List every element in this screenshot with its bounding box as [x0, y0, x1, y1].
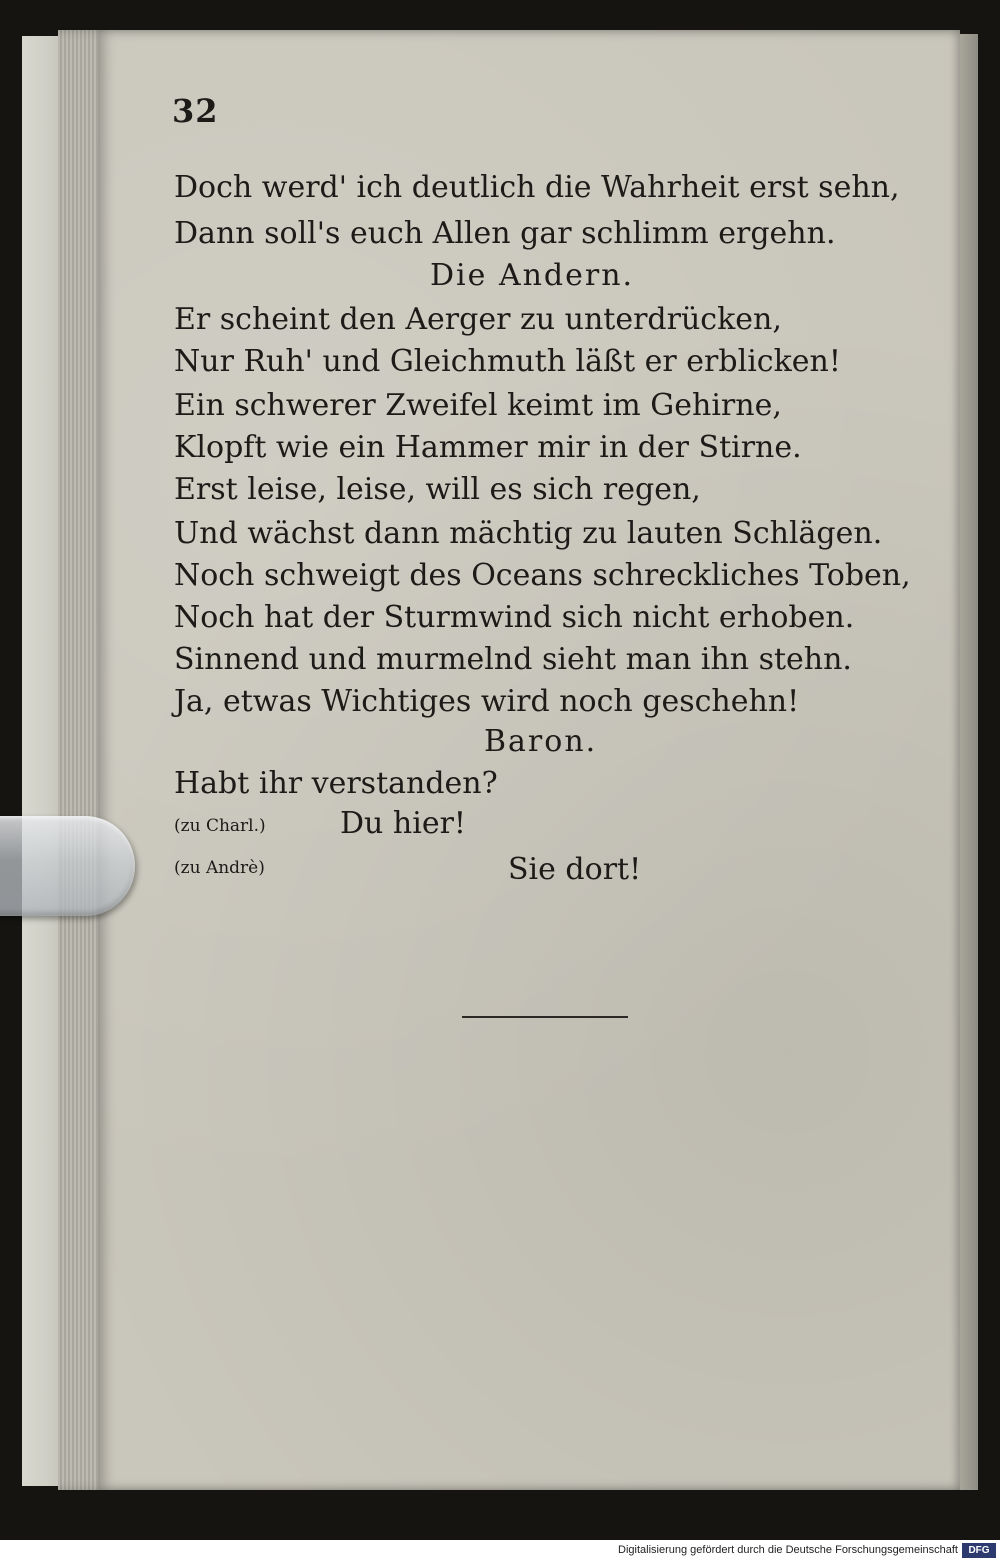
text-line: Noch schweigt des Oceans schreckliches Toben, [174, 558, 911, 593]
text-line: Klopft wie ein Hammer mir in der Stirne. [174, 430, 802, 465]
footer-bar [0, 1540, 1000, 1562]
text-line: Habt ihr verstanden? [174, 766, 498, 801]
text-line: Und wächst dann mächtig zu lauten Schlägen. [174, 516, 883, 551]
speech-line: Du hier! [340, 806, 466, 841]
speaker-name: Die Andern. [430, 258, 635, 293]
text-line: Doch werd' ich deutlich die Wahrheit erst sehn, [174, 170, 900, 205]
speaker-name: Baron. [484, 724, 598, 759]
text-line: Noch hat der Sturmwind sich nicht erhoben. [174, 600, 855, 635]
page-number: 32 [172, 92, 219, 130]
end-rule [462, 1016, 628, 1018]
text-line: Sinnend und murmelnd sieht man ihn stehn. [174, 642, 852, 677]
text-line: Nur Ruh' und Gleichmuth läßt er erblicken! [174, 344, 841, 379]
text-line: Erst leise, leise, will es sich regen, [174, 472, 701, 507]
book-right-edge [960, 34, 978, 1490]
text-line: Dann soll's euch Allen gar schlimm ergehn. [174, 216, 836, 251]
footer-credit: Digitalisierung gefördert durch die Deutsche Forschungsgemeinschaft [618, 1544, 958, 1556]
text-line: Ein schwerer Zweifel keimt im Gehirne, [174, 388, 782, 423]
text-line: Er scheint den Aerger zu unterdrücken, [174, 302, 782, 337]
glass-page-weight [0, 816, 135, 916]
text-line: Ja, etwas Wichtiges wird noch geschehn! [174, 684, 800, 719]
stage-direction: (zu Andrè) [174, 858, 265, 878]
speech-line: Sie dort! [508, 852, 642, 887]
dfg-logo: DFG [962, 1543, 996, 1558]
stage-direction: (zu Charl.) [174, 816, 266, 836]
